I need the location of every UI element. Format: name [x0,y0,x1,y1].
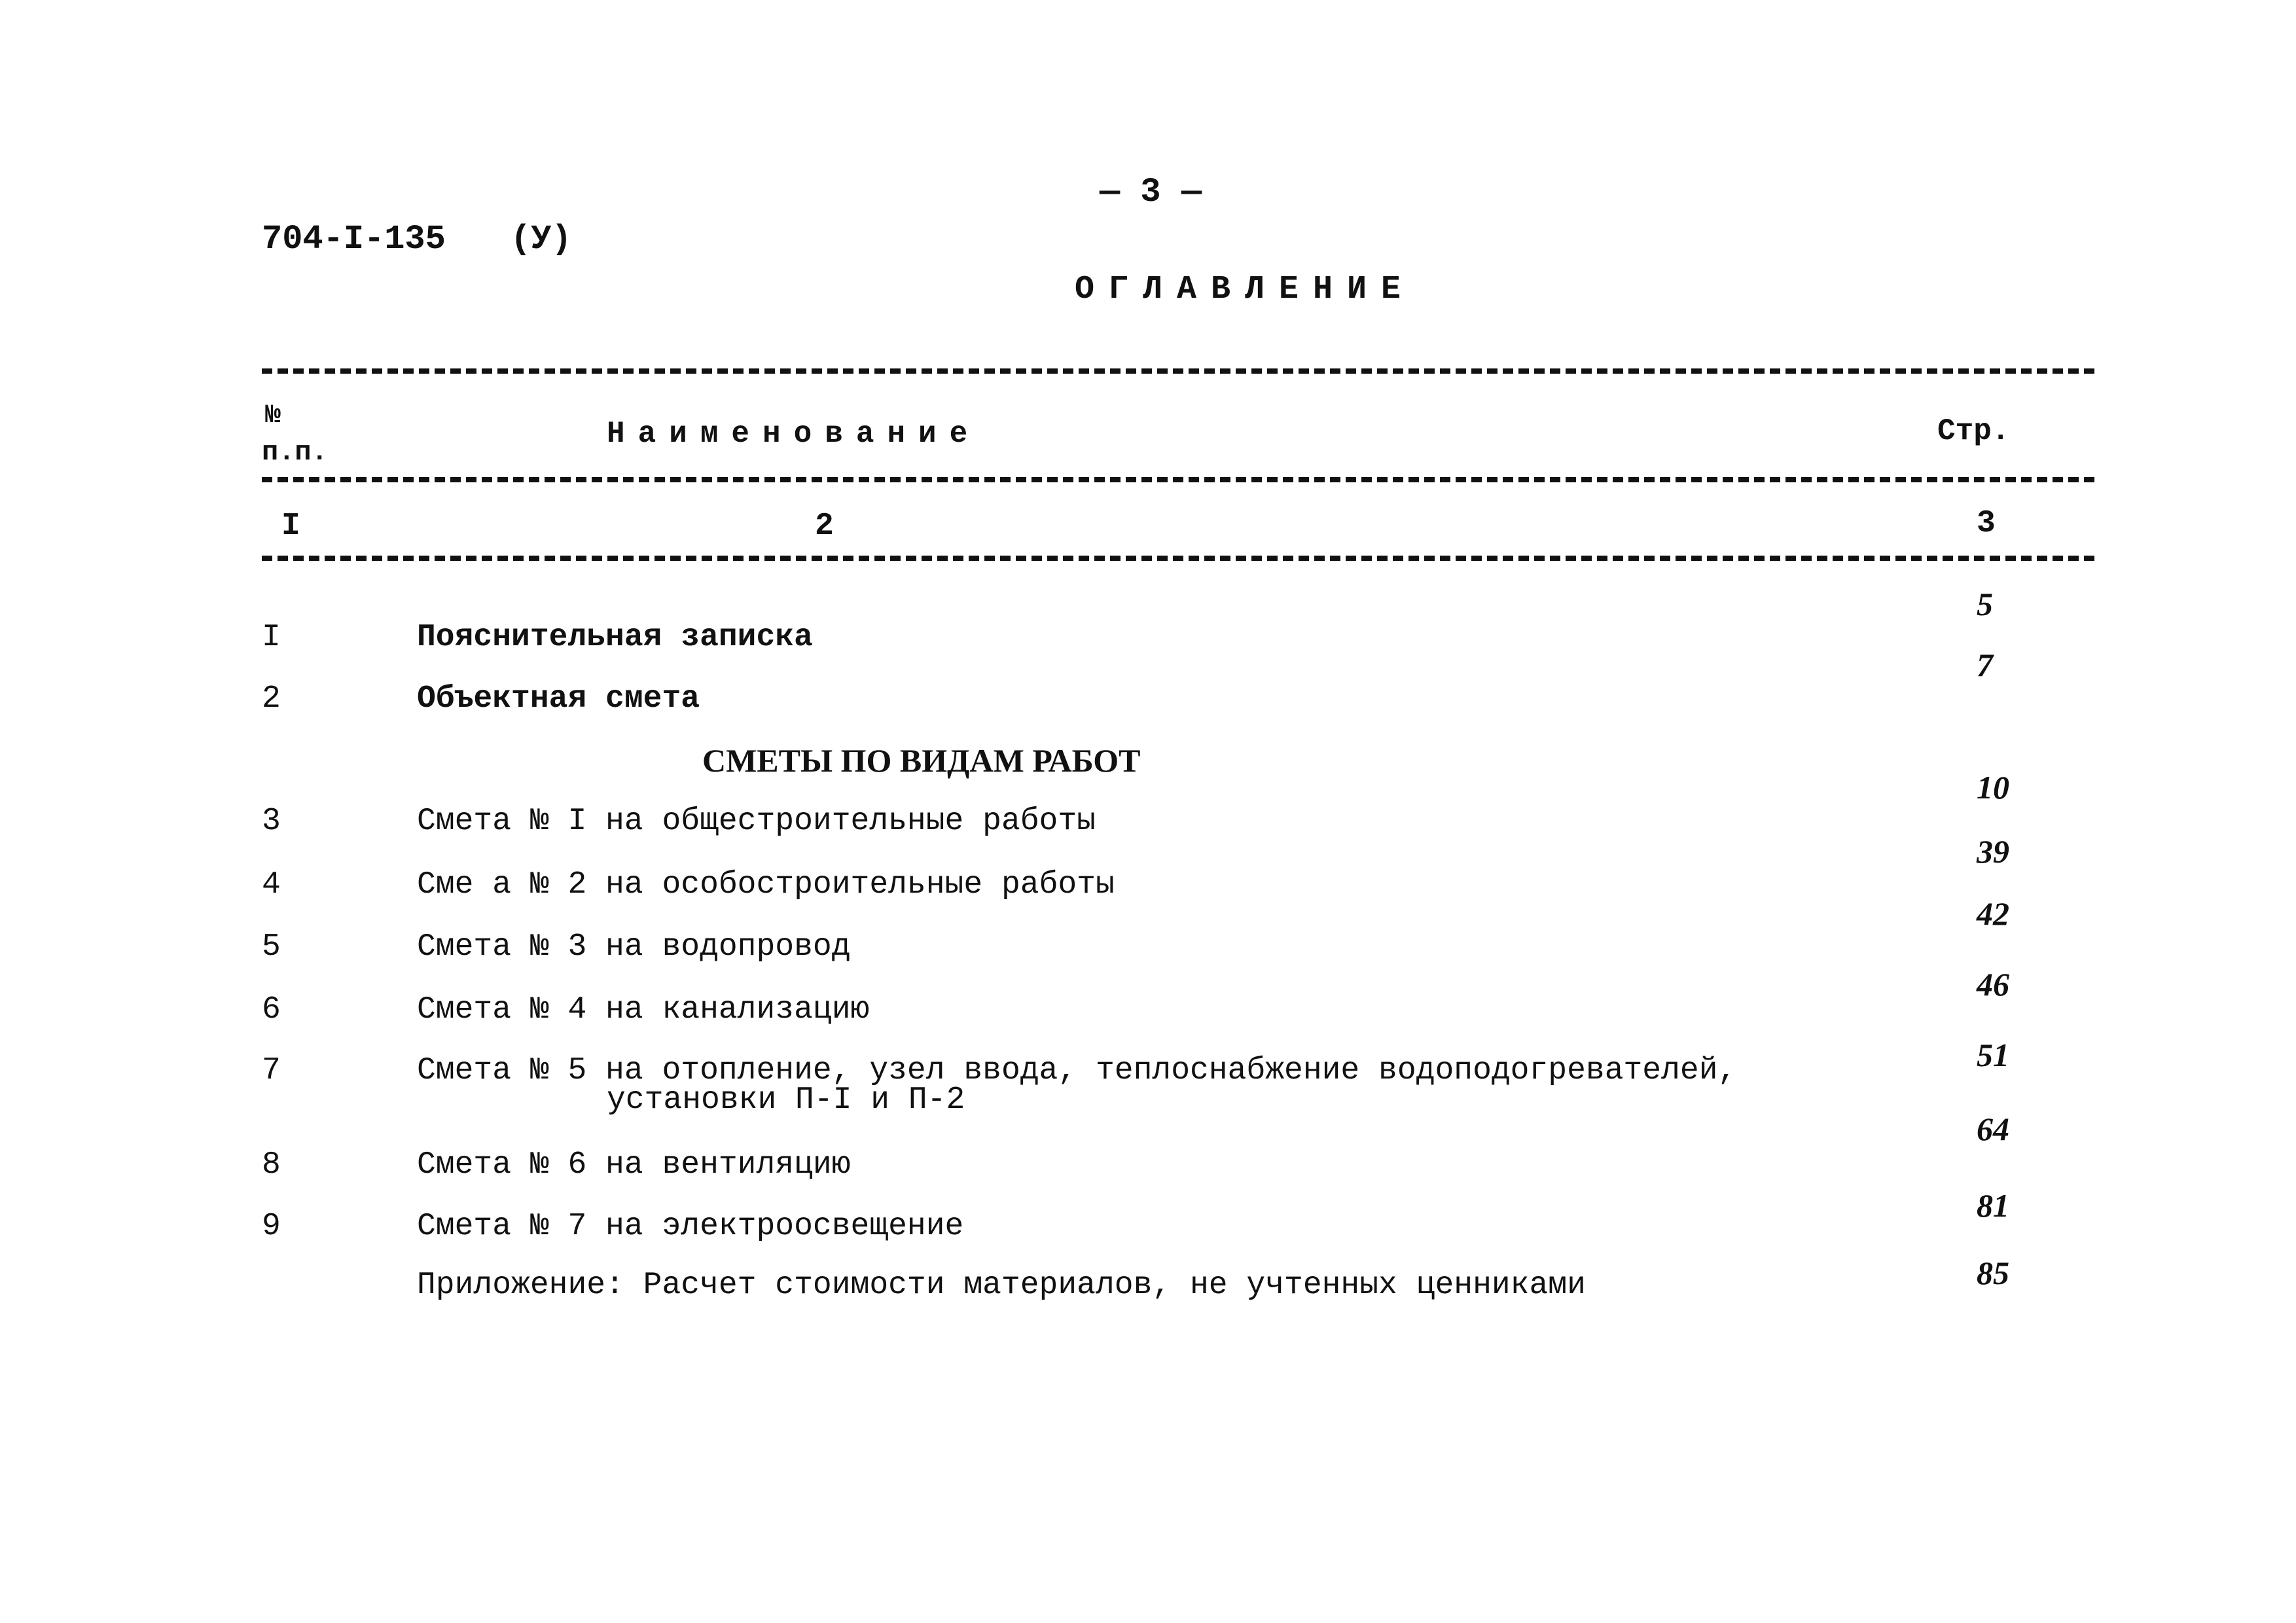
row-title: Смета № I на общестроительные работы [417,804,1096,839]
row-number: 5 [262,929,281,965]
row-title: Смета № 4 на канализацию [417,992,870,1027]
header-num-symbol: № [265,401,281,431]
table-divider-top [262,368,2094,374]
row-title: Смета № 5 на отопление, узел ввода, теплоснабжение водоподогревателей, [417,1053,1737,1088]
row-page: 10 [1977,769,2009,806]
row-page: 39 [1977,833,2009,870]
column-number-1: I [281,508,300,544]
row-number: 8 [262,1147,281,1183]
row-number: I [262,620,281,655]
row-title: Пояснительная записка [417,620,813,655]
row-title: Смета № 7 на электроосвещение [417,1209,964,1244]
row-title: Сме а № 2 на особостроительные работы [417,867,1115,902]
document-title: ОГЛАВЛЕНИЕ [1075,271,1416,308]
row-page: 5 [1977,586,1993,622]
row-number: 3 [262,804,281,839]
column-number-3: 3 [1977,506,1996,541]
row-number: 6 [262,992,281,1027]
page-number: — 3 — [1100,173,1202,211]
row-number: 9 [262,1209,281,1244]
header-name: Наименование [607,417,981,451]
row-page: 51 [1977,1037,2009,1073]
row-title: Объектная смета [417,681,700,717]
document-code: 704-I-135 [262,220,446,259]
section-heading: СМЕТЫ ПО ВИДАМ РАБОТ [702,742,1141,779]
row-page: 81 [1977,1187,2009,1224]
header-page: Стр. [1937,414,2010,448]
appendix-title: Приложение: Расчет стоимости материалов, не учтенных ценниками [417,1268,1586,1303]
row-title: Смета № 3 на водопровод [417,929,851,965]
row-number: 4 [262,867,281,902]
table-divider-header [262,477,2094,482]
row-page: 46 [1977,966,2009,1003]
row-title-continuation: установки П-I и П-2 [607,1082,965,1118]
row-number: 2 [262,681,281,717]
appendix-page: 85 [1977,1255,2009,1291]
column-number-2: 2 [815,508,834,544]
table-divider-columns [262,556,2094,561]
row-page: 7 [1977,647,1993,683]
row-page: 42 [1977,895,2009,932]
row-page: 64 [1977,1111,2009,1147]
header-num-label: п.п. [262,437,328,468]
row-title: Смета № 6 на вентиляцию [417,1147,851,1183]
row-number: 7 [262,1053,281,1088]
document-variant: (У) [511,220,572,259]
